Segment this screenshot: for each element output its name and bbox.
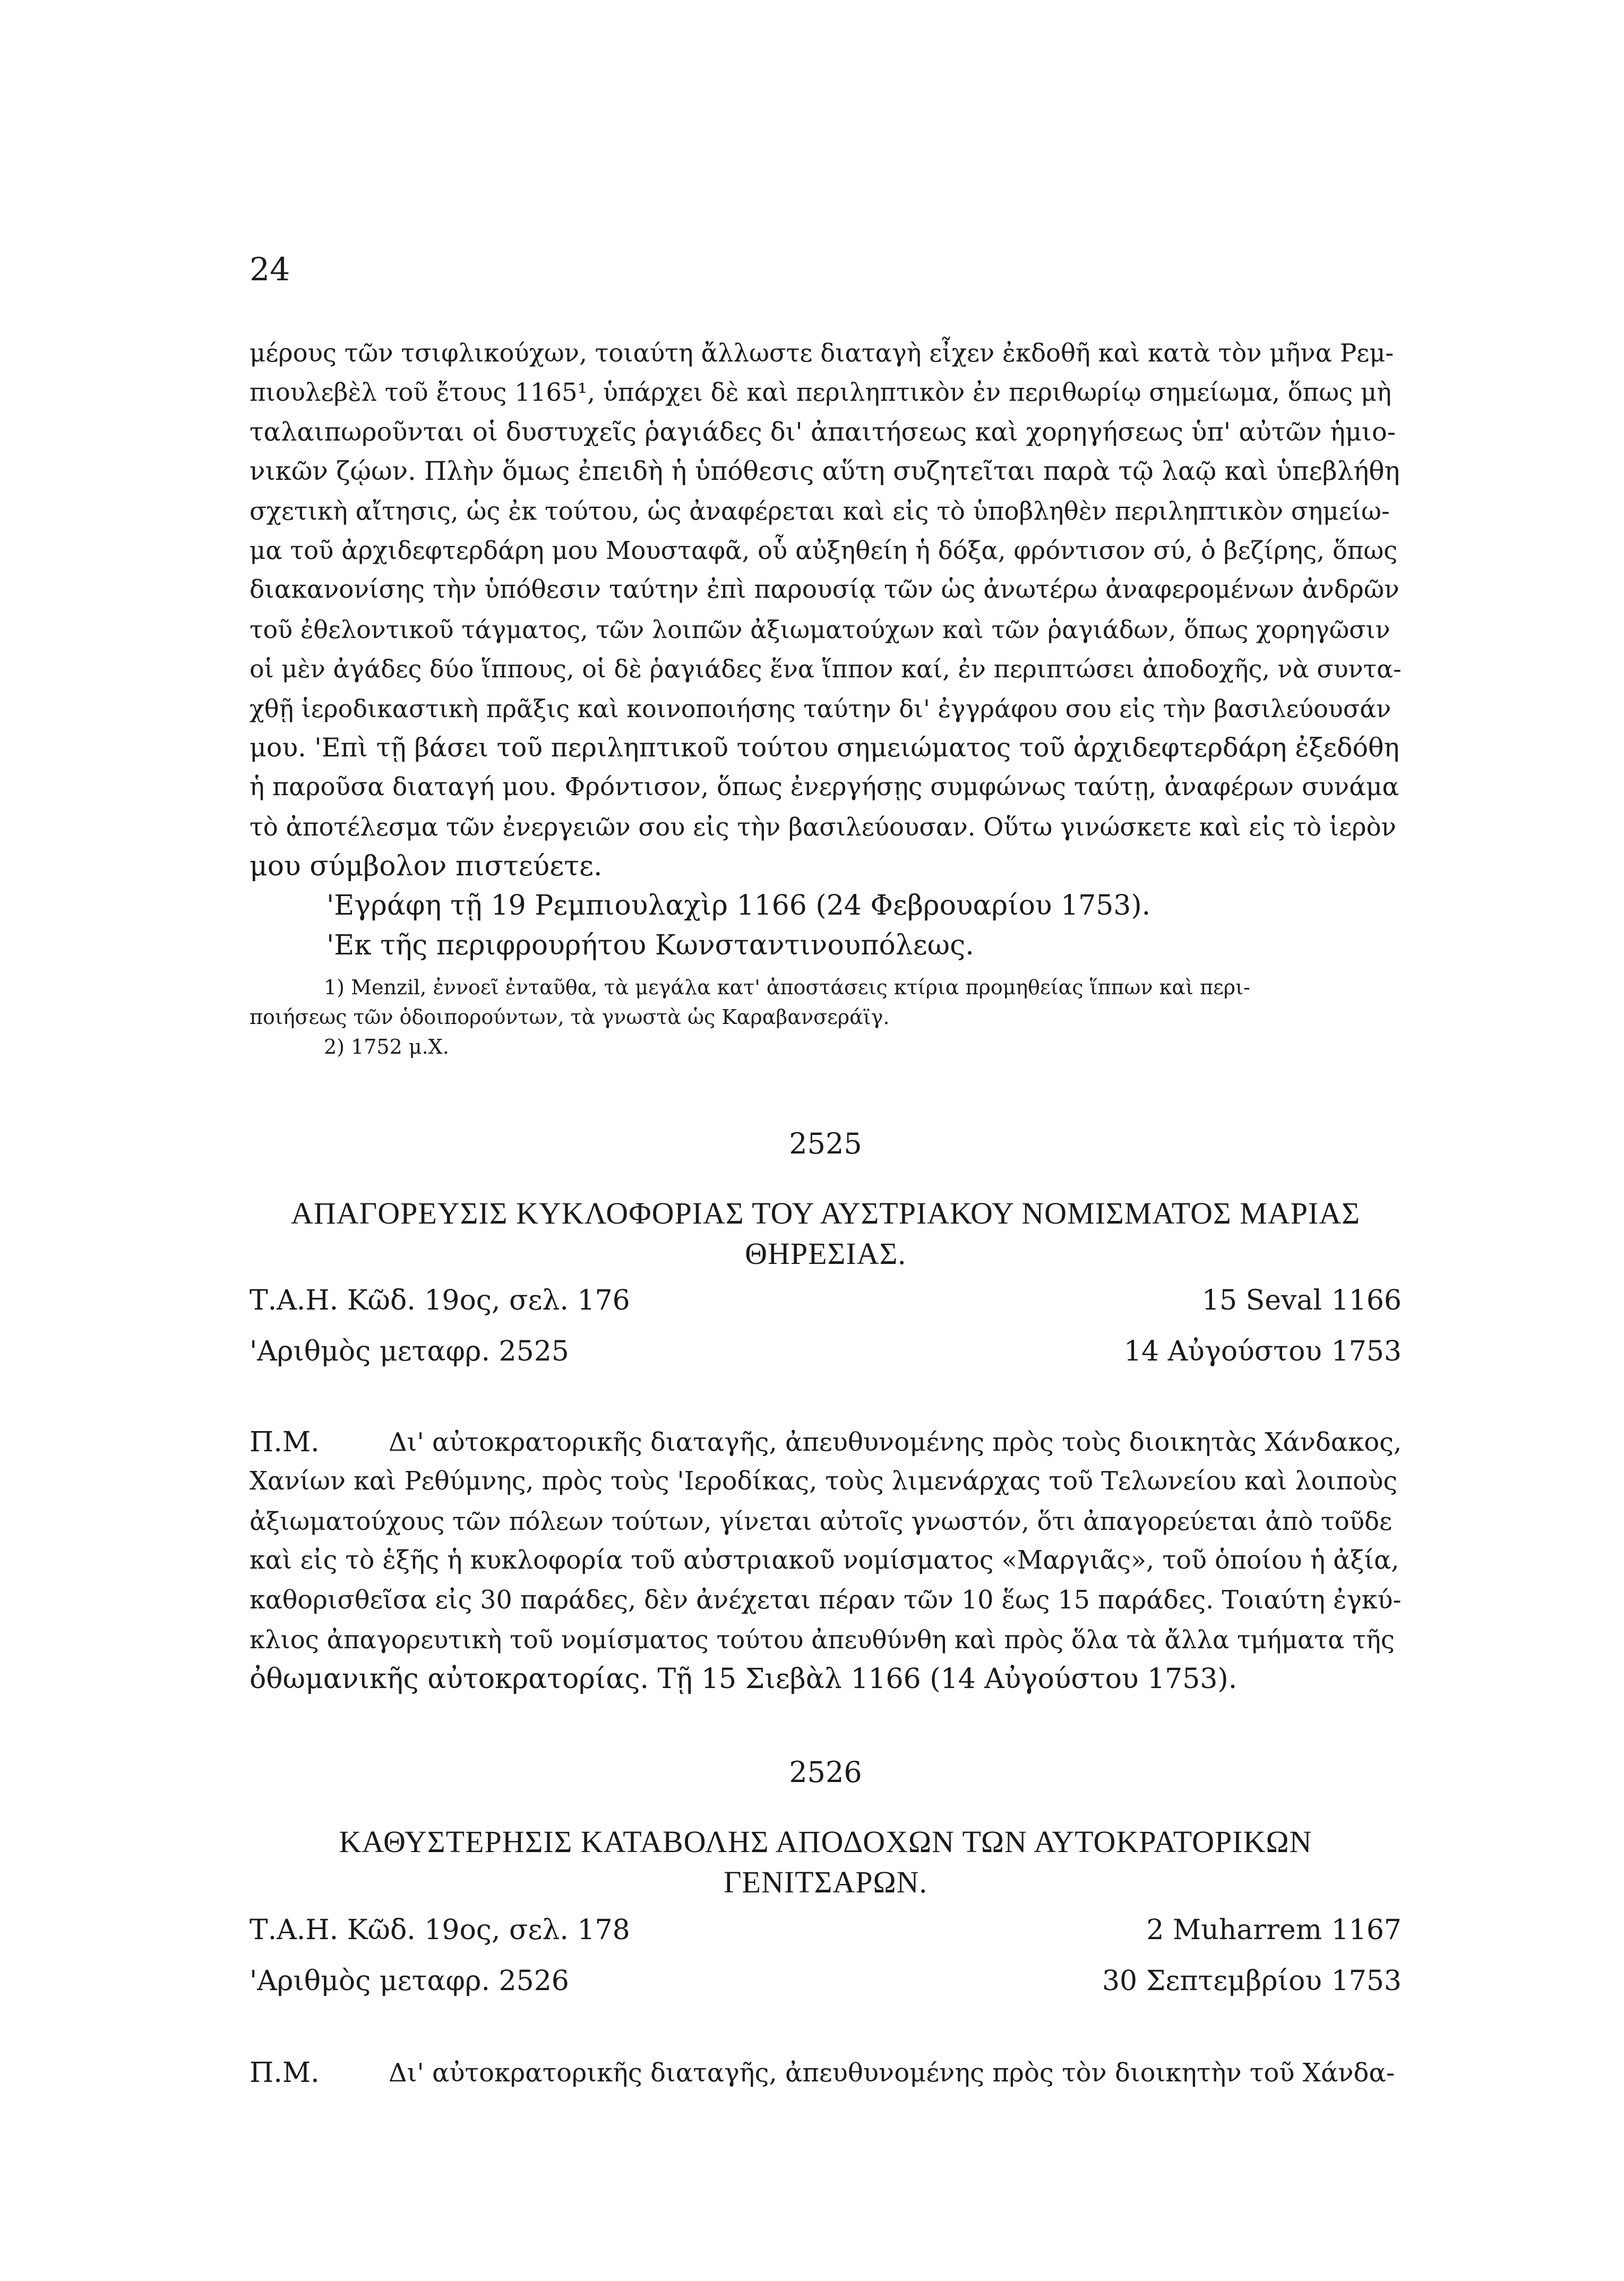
text-line: ταλαιπωροῦνται οἱ δυστυχεῖς ῥαγιάδες δι' ἀπαιτήσεως καὶ χορηγήσεως ὑπ' αὐτῶν ἡμιο- <box>250 417 1396 447</box>
text-line: καθορισθεῖσα εἰς 30 παράδες, δὲν ἀνέχεται πέραν τῶν 10 ἕως 15 παράδες. Τοιαύτη ἐγκύ- <box>250 1585 1402 1615</box>
greg-year: 1753 <box>1331 1965 1402 1997</box>
text-line: ἀξιωματούχους τῶν πόλεων τούτων, γίνεται αὐτοῖς γνωστόν, ὅτι ἀπαγορεύεται ἀπὸ τοῦδε <box>250 1507 1393 1536</box>
text-line: τοῦ ἐθελοντικοῦ τάγματος, τῶν λοιπῶν ἀξιωματούχων καὶ τῶν ῥαγιάδων, ὅπως χορηγῶσιν <box>250 615 1390 644</box>
title-line: ΓΕΝΙΤΣΑΡΩΝ. <box>724 1865 927 1899</box>
hijri-day-month: 2 Muharrem <box>1146 1914 1322 1946</box>
dating-line: 'Εγράφη τῇ 19 Ρεμπιουλαχὶρ 1166 (24 Φεβρουαρίου 1753). <box>326 890 1151 922</box>
text-line: τὸ ἀποτέλεσμα τῶν ἐνεργειῶν σου εἰς τὴν βασιλεύουσαν. Οὕτω γινώσκετε καὶ εἰς τὸ ἱερὸν <box>250 812 1396 841</box>
document-body-2525 <box>250 1423 1402 1699</box>
source-reference: Τ.Α.Η. Κῶδ. 19ος, σελ. 176 <box>250 1285 630 1316</box>
gregorian-date <box>1102 1961 1402 2001</box>
text-line: μέρους τῶν τσιφλικούχων, τοιαύτη ἄλλωστε διαταγὴ εἶχεν ἐκδοθῆ καὶ κατὰ τὸν μῆνα Ρεμ- <box>250 339 1394 367</box>
title-line: ΚΑΘΥΣΤΕΡΗΣΙΣ ΚΑΤΑΒΟΛΗΣ ΑΠΟΔΟΧΩΝ ΤΩΝ ΑΥΤΟΚΡΑΤΟΡΙΚΩΝ <box>339 1824 1312 1859</box>
pm-label: Π.Μ. <box>250 2057 320 2089</box>
translation-row-2525 <box>250 1331 1402 1372</box>
translation-number: 'Αριθμὸς μεταφρ. 2526 <box>250 1965 569 1997</box>
text-line: χθῇ ἱεροδικαστικὴ πρᾶξις καὶ κοινοποιήσης ταύτην δι' ἐγγράφου σου εἰς τὴν βασιλεύουσάν <box>250 694 1391 723</box>
text-line: μου σύμβολον πιστεύετε. <box>250 850 603 883</box>
text-line: ἡ παροῦσα διαταγή μου. Φρόντισον, ὅπως ἐνεργήσῃς συμφώνως ταύτῃ, ἀναφέρων συνάμα <box>250 772 1399 802</box>
page-number: 24 <box>250 251 290 288</box>
hijri-date <box>1202 1280 1402 1321</box>
title-line: ΑΠΑΓΟΡΕΥΣΙΣ ΚΥΚΛΟΦΟΡΙΑΣ ΤΟΥ ΑΥΣΤΡΙΑΚΟΥ ΝΟΜΙΣΜΑΤΟΣ ΜΑΡΙΑΣ <box>291 1196 1360 1230</box>
text-line: οἱ μὲν ἀγάδες δύο ἵππους, οἱ δὲ ῥαγιάδες ἕνα ἵππον καί, ἐν περιπτώσει ἀποδοχῆς, νὰ συντα- <box>250 655 1402 684</box>
document-title-2525 <box>250 1193 1402 1274</box>
text-line: μα τοῦ ἀρχιδεφτερδάρη μου Μουσταφᾶ, οὗ αὐξηθείη ἡ δόξα, φρόντισον σύ, ὁ βεζίρης, ὅπως <box>250 536 1398 565</box>
text-line: πιουλεβὲλ τοῦ ἔτους 1165¹, ὑπάρχει δὲ καὶ περιληπτικὸν ἐν περιθωρίῳ σημείωμα, ὅπως μὴ <box>250 378 1392 407</box>
document-number-2525: 2525 <box>789 1127 862 1160</box>
text-line: νικῶν ζῴων. Πλὴν ὅμως ἐπειδὴ ἡ ὑπόθεσις αὕτη συζητεῖται παρὰ τῷ λαῷ καὶ ὑπεβλήθη <box>250 457 1400 487</box>
source-reference: Τ.Α.Η. Κῶδ. 19ος, σελ. 178 <box>250 1914 630 1946</box>
pm-label: Π.Μ. <box>250 1426 320 1458</box>
source-row-2526 <box>250 1910 1402 1950</box>
source-row-2525 <box>250 1280 1402 1321</box>
greg-day-month: 30 Σεπτεμβρίου <box>1102 1965 1322 1997</box>
gregorian-date <box>1124 1331 1402 1372</box>
intro-text <box>250 333 1402 965</box>
footnotes <box>250 972 1402 1062</box>
document-title-2526 <box>250 1822 1402 1903</box>
text-line: σχετικὴ αἴτησις, ὡς ἐκ τούτου, ὡς ἀναφέρεται καὶ εἰς τὸ ὑποβληθὲν περιληπτικὸν σημείω- <box>250 496 1390 526</box>
text-line: Χανίων καὶ Ρεθύμνης, πρὸς τοὺς 'Ιεροδίκας, τοὺς λιμενάρχας τοῦ Τελωνείου καὶ λοιποὺς <box>250 1467 1398 1496</box>
title-line: ΘΗΡΕΣΙΑΣ. <box>745 1236 906 1271</box>
text-line: Δι' αὐτοκρατορικῆς διαταγῆς, ἀπευθυνομένης πρὸς τὸν διοικητὴν τοῦ Χάνδα- <box>389 2058 1395 2088</box>
hijri-date <box>1146 1910 1402 1950</box>
translation-number: 'Αριθμὸς μεταφρ. 2525 <box>250 1336 569 1367</box>
hijri-day-month: 15 Seval <box>1201 1285 1322 1316</box>
greg-year: 1753 <box>1331 1336 1402 1367</box>
hijri-year: 1167 <box>1331 1914 1402 1946</box>
footnote-2: 2) 1752 μ.Χ. <box>324 1035 449 1058</box>
text-line: κλιος ἀπαγορευτικὴ τοῦ νομίσματος τούτου ἀπευθύνθη καὶ πρὸς ὅλα τὰ ἄλλα τμήματα τῆς <box>250 1625 1395 1654</box>
greg-day-month: 14 Αὐγούστου <box>1123 1336 1322 1367</box>
place-line: 'Εκ τῆς περιφρουρήτου Κωνσταντινουπόλεως. <box>326 929 974 961</box>
translation-row-2526 <box>250 1961 1402 2001</box>
document-body-2526 <box>250 2053 1402 2093</box>
document-number-2526: 2526 <box>789 1755 862 1789</box>
text-line: μου. 'Επὶ τῇ βάσει τοῦ περιληπτικοῦ τούτου σημειώματος τοῦ ἀρχιδεφτερδάρη ἐξεδόθη <box>250 732 1399 763</box>
text-line: διακανονίσης τὴν ὑπόθεσιν ταύτην ἐπὶ παρουσίᾳ τῶν ὡς ἀνωτέρω ἀναφερομένων ἀνδρῶν <box>250 575 1399 605</box>
footnote-1: 1) Menzil, ἐννοεῖ ἐνταῦθα, τὰ μεγάλα κατ' ἀποστάσεις κτίρια προμηθείας ἵππων καὶ περι- <box>324 976 1250 999</box>
text-line: ὀθωμανικῆς αὐτοκρατορίας. Τῇ 15 Σιεβὰλ 1166 (14 Αὐγούστου 1753). <box>250 1663 1238 1695</box>
text-line: καὶ εἰς τὸ ἑξῆς ἡ κυκλοφορία τοῦ αὐστριακοῦ νομίσματος «Μαργιᾶς», τοῦ ὁποίου ἡ ἀξία, <box>250 1546 1399 1576</box>
text-line: Δι' αὐτοκρατορικῆς διαταγῆς, ἀπευθυνομένης πρὸς τοὺς διοικητὰς Χάνδακος, <box>389 1427 1402 1457</box>
footnote-1-continued: ποιήσεως τῶν ὁδοιπορούντων, τὰ γνωστὰ ὡς Καραβανσεράϊγ. <box>250 1005 890 1029</box>
hijri-year: 1166 <box>1331 1285 1402 1316</box>
